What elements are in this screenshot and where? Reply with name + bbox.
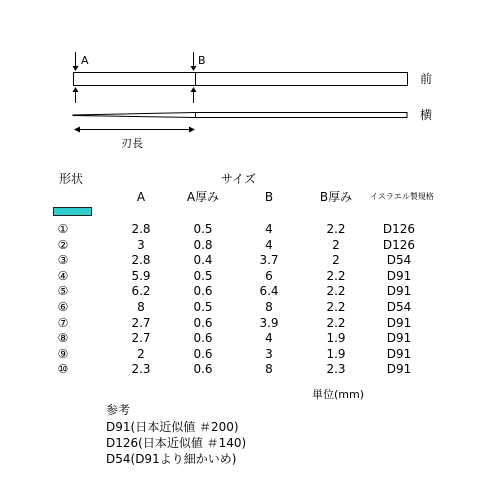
cell-b-thick: 2.2 [326, 269, 346, 283]
reference-notes [106, 420, 246, 466]
cell-a-thick: 0.6 [193, 284, 213, 298]
cell-a-thick: 0.5 [193, 269, 213, 283]
cell-std: D91 [386, 284, 412, 298]
cell-shape: ⑦ [57, 316, 69, 330]
cell-a: 2.8 [131, 222, 151, 236]
cell-a-thick: 0.6 [193, 316, 213, 330]
cell-std: D91 [386, 316, 412, 330]
reference-title: 参考 [106, 403, 131, 417]
label-side: 横 [420, 108, 433, 122]
cell-b: 8 [265, 300, 273, 314]
cell-b: 3 [265, 347, 273, 361]
cell-a-thick: 0.5 [193, 222, 213, 236]
cell-a-thick: 0.6 [193, 362, 213, 376]
cell-std: D54 [386, 300, 412, 314]
cell-a: 6.2 [131, 284, 151, 298]
cell-b-thick: 2.2 [326, 300, 346, 314]
cell-b: 4 [265, 222, 273, 236]
cell-std: D91 [386, 362, 412, 376]
cell-a: 2.8 [131, 253, 151, 267]
col-header-b: B [264, 190, 274, 204]
cell-a-thick: 0.8 [193, 238, 213, 252]
cell-b-thick: 2.2 [326, 284, 346, 298]
cell-shape: ① [57, 222, 69, 236]
cell-std: D91 [386, 347, 412, 361]
cell-shape: ⑩ [57, 362, 69, 376]
cell-shape: ③ [57, 253, 69, 267]
cell-shape: ② [57, 238, 69, 252]
cell-shape: ④ [57, 269, 69, 283]
label-front: 前 [420, 72, 433, 86]
cell-b: 3.7 [259, 253, 279, 267]
cell-b: 3.9 [259, 316, 279, 330]
cell-b-thick: 1.9 [326, 331, 346, 345]
shape-header: 形状 [59, 172, 84, 186]
cell-a: 5.9 [131, 269, 151, 283]
cell-shape: ⑤ [57, 284, 69, 298]
cell-b: 6.4 [259, 284, 279, 298]
size-header: サイズ [221, 172, 257, 186]
cell-a: 2.7 [131, 331, 151, 345]
front-view-bar [74, 73, 408, 86]
reference-line: D91(日本近似値 ＃200) [106, 420, 239, 434]
cell-a-thick: 0.6 [193, 331, 213, 345]
cell-a-thick: 0.6 [193, 347, 213, 361]
cell-b-thick: 2.3 [326, 362, 346, 376]
cell-shape: ⑨ [57, 347, 69, 361]
label-b: B [198, 54, 206, 67]
cell-b: 4 [265, 331, 273, 345]
cell-b: 4 [265, 238, 273, 252]
cell-std: D91 [386, 269, 412, 283]
color-swatch [53, 207, 92, 216]
cell-b-thick: 1.9 [326, 347, 346, 361]
cell-a-thick: 0.5 [193, 300, 213, 314]
cell-b-thick: 2 [332, 253, 340, 267]
cell-a: 2.3 [131, 362, 151, 376]
cell-a: 2.7 [131, 316, 151, 330]
cell-std: D91 [386, 331, 412, 345]
cell-b-thick: 2.2 [326, 316, 346, 330]
col-header-a: A [136, 190, 146, 204]
reference-line: D126(日本近似値 ＃140) [106, 436, 247, 450]
cell-b: 6 [265, 269, 273, 283]
cell-a-thick: 0.4 [193, 253, 213, 267]
cell-shape: ⑥ [57, 300, 69, 314]
label-a: A [81, 54, 89, 67]
col-header-israel-standard: イスラエル製規格 [370, 192, 434, 201]
reference-line: D54(D91より細かいめ) [106, 452, 237, 466]
cell-b: 8 [265, 362, 273, 376]
side-view-bar [73, 113, 407, 118]
col-header-b-thickness: B厚み [319, 190, 353, 204]
cell-a: 3 [137, 238, 145, 252]
label-blade-length: 刃長 [121, 137, 143, 150]
cell-b-thick: 2.2 [326, 222, 346, 236]
unit-label: 単位(mm) [312, 388, 365, 401]
cell-std: D54 [386, 253, 412, 267]
cell-shape: ⑧ [57, 331, 69, 345]
cell-std: D126 [382, 222, 416, 236]
cell-a: 8 [137, 300, 145, 314]
cell-std: D126 [382, 238, 416, 252]
col-header-a-thickness: A厚み [186, 190, 220, 204]
cell-a: 2 [137, 347, 145, 361]
cell-b-thick: 2 [332, 238, 340, 252]
